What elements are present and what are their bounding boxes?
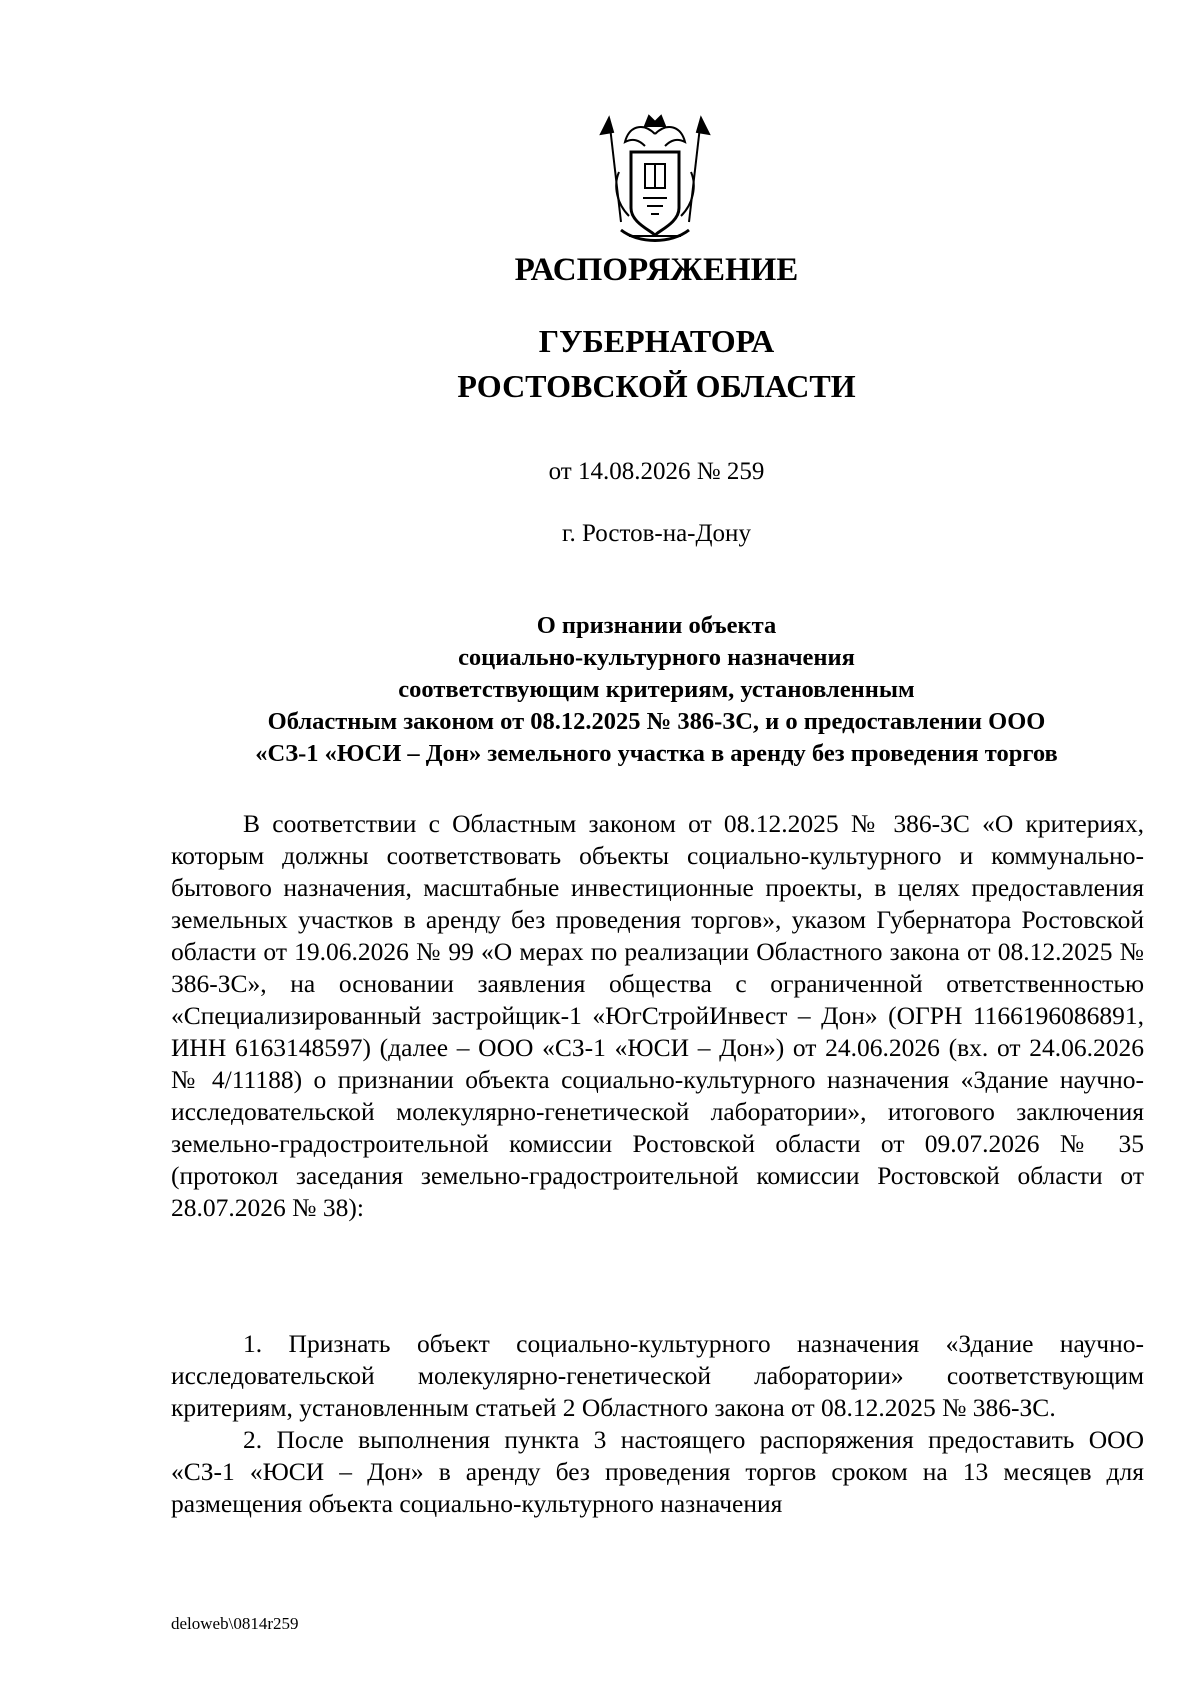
order-item-2: 2. После выполнения пункта 3 настоящего распоряжения предоставить ООО «СЗ-1 «ЮСИ – Дон» в аренду без проведения торгов сроком на 13 месяцев для размещения объекта социально-культурного назначения (171, 1425, 1144, 1518)
document-place: г. Ростов-на-Дону (562, 520, 751, 547)
preamble-paragraph (171, 808, 1144, 1224)
subject-line4: Областным законом от 08.12.2025 № 386-ЗС, и о предоставлении ООО (267, 708, 1046, 735)
subject-line1: О признании объекта (536, 612, 777, 639)
subject-line3: соответствующим критериям, установленным (398, 676, 915, 703)
authority-title-line1: ГУБЕРНАТОРА (538, 323, 775, 359)
subject-line2: социально-культурного назначения (458, 644, 855, 671)
order-item-1: 1. Признать объект социально-культурного назначения «Здание научно-исследовательской молекулярно-генетической лаборатории» соответствующим критериям, установленным статьей 2 Областного закона от 08.12.2025 № 386-ЗС. (171, 1329, 1144, 1422)
subject-line5: «СЗ-1 «ЮСИ – Дон» земельного участка в аренду без проведения торгов (255, 740, 1058, 767)
order-items (171, 1328, 1144, 1520)
file-reference: deloweb\0814r259 (171, 1614, 299, 1633)
document-date-number: от 14.08.2026 № 259 (548, 458, 765, 485)
authority-title-line2: РОСТОВСКОЙ ОБЛАСТИ (457, 368, 856, 404)
preamble-text: В соответствии с Областным законом от 08.12.2025 № 386-ЗС «О критериях, которым должны соответствовать объекты социально-культурного и коммунально-бытового назначения, масштабные инвестиционные проекты, в целях предоставления земельных участков в аренду без проведения торгов», указом Губернатора Ростовской области от 19.06.2026 № 99 «О мерах по реализации Областного закона от 08.12.2025 № 386-ЗС», на основании заявления общества с ограниченной ответственностью «Специализированный застройщик-1 «ЮгСтройИнвест – Дон» (ОГРН 1166196086891, ИНН 6163148597) (далее – ООО «СЗ-1 «ЮСИ – Дон») от 24.06.2026 (вх. от 24.06.2026 № 4/11188) о признании объекта социально-культурного назначения «Здание научно-исследовательской молекулярно-генетической лаборатории», итогового заключения земельно-градостроительной комиссии Ростовской области от 09.07.2026 № 35 (протокол заседания земельно-градостроительной комиссии Ростовской области от 28.07.2026 № 38): (171, 809, 1144, 1222)
rostov-oblast-coat-of-arms-icon (599, 112, 711, 248)
document-type-title: РАСПОРЯЖЕНИЕ (514, 252, 799, 288)
